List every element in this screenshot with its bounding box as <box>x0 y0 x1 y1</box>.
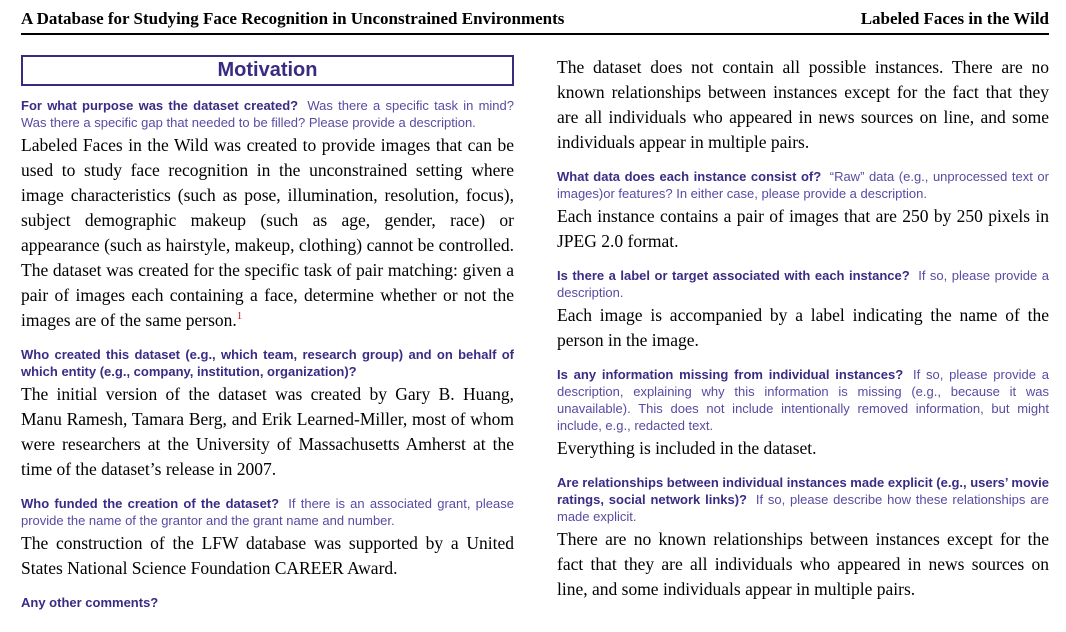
page-header <box>21 9 1049 29</box>
question-bold: Any other comments? <box>21 595 159 610</box>
two-column-body <box>21 55 1049 611</box>
answer-text: Each instance contains a pair of images that are 250 by 250 pixels in JPEG 2.0 format. <box>557 206 1049 251</box>
motivation-section-box <box>21 55 514 86</box>
question-bold: Who created this dataset (e.g., which team, research group) and on behalf of which entity (e.g., company, institution, organization)? <box>21 347 514 379</box>
qa-block-label-target <box>557 267 1049 353</box>
question-rest: If so, please describe how these relationships are made explicit. <box>557 492 1049 524</box>
answer-text: There are no known relationships between instances except for the fact that they are all individuals who appeared in news sources on line, and some individuals appear in multiple pairs. <box>557 529 1049 599</box>
answer-text: The construction of the LFW database was supported by a United States National Science Foundation CAREER Award. <box>21 533 514 578</box>
qa-block-missing-info <box>557 366 1049 461</box>
qa-block-who-created <box>21 346 514 482</box>
question-text <box>557 168 1049 202</box>
question-rest: If so, please provide a description, explaining why this information is missing (e.g., because it was unavailable). This does not include intentionally removed information, but might include, e.g., redacted text. <box>557 367 1049 433</box>
left-column <box>21 55 514 611</box>
footnote-1-link[interactable]: 1 <box>236 310 243 323</box>
header-right-title: Labeled Faces in the Wild <box>860 9 1049 28</box>
qa-block-instance-data <box>557 168 1049 254</box>
question-bold: What data does each instance consist of? <box>557 169 822 184</box>
question-bold: Is there a label or target associated with each instance? <box>557 268 910 283</box>
question-bold: Who funded the creation of the dataset? <box>21 496 280 511</box>
qa-block-who-funded <box>21 495 514 581</box>
question-text <box>21 495 514 529</box>
question-rest: If so, please provide a description. <box>557 268 1049 300</box>
question-text <box>557 474 1049 525</box>
question-text <box>21 97 514 131</box>
answer-text <box>21 133 514 333</box>
answer-text: Each image is accompanied by a label indicating the name of the person in the image. <box>557 305 1049 350</box>
question-bold: Are relationships between individual instances made explicit (e.g., users’ movie ratings, social network links)? <box>557 475 1049 507</box>
question-text <box>21 346 514 380</box>
question-rest: “Raw” data (e.g., unprocessed text or images)or features? In either case, please provide a description. <box>557 169 1049 201</box>
continued-answer-paragraph: The dataset does not contain all possible instances. There are no known relationships between instances except for the fact that they are all individuals who appeared in news sources on line, and some individuals appear in multiple pairs. <box>557 57 1049 152</box>
section-title: Motivation <box>217 59 318 81</box>
question-text <box>557 366 1049 434</box>
question-rest: If there is an associated grant, please provide the name of the grantor and the grant name and number. <box>21 496 514 528</box>
header-rule <box>21 33 1049 35</box>
answer-body: Labeled Faces in the Wild was created to provide images that can be used to study face recognition in the unconstrained setting where image characteristics (such as pose, illumination, resolution, focus), subject demographic makeup (such as age, gender, race) or appearance (such as hairstyle, makeup, clothing) cannot be controlled. The dataset was created for the specific task of pair matching: given a pair of images each containing a face, determine whether or not the images are of the same person. <box>21 135 514 330</box>
qa-block-relationships <box>557 474 1049 602</box>
header-left-title: A Database for Studying Face Recognition in Unconstrained Environments <box>21 9 565 28</box>
qa-block-other-comments <box>21 594 514 611</box>
question-text <box>557 267 1049 301</box>
question-bold: For what purpose was the dataset created? <box>21 98 299 113</box>
question-text <box>21 594 514 611</box>
right-column <box>557 55 1049 611</box>
qa-block-purpose <box>21 97 514 333</box>
question-bold: Is any information missing from individual instances? <box>557 367 904 382</box>
answer-text: The initial version of the dataset was created by Gary B. Huang, Manu Ramesh, Tamara Berg, and Erik Learned-Miller, most of whom were researchers at the University of Massachusetts Amherst at the time of the dataset’s release in 2007. <box>21 384 514 479</box>
question-rest: Was there a specific task in mind? Was there a specific gap that needed to be filled? Please provide a description. <box>21 98 514 130</box>
answer-text: Everything is included in the dataset. <box>557 438 817 458</box>
